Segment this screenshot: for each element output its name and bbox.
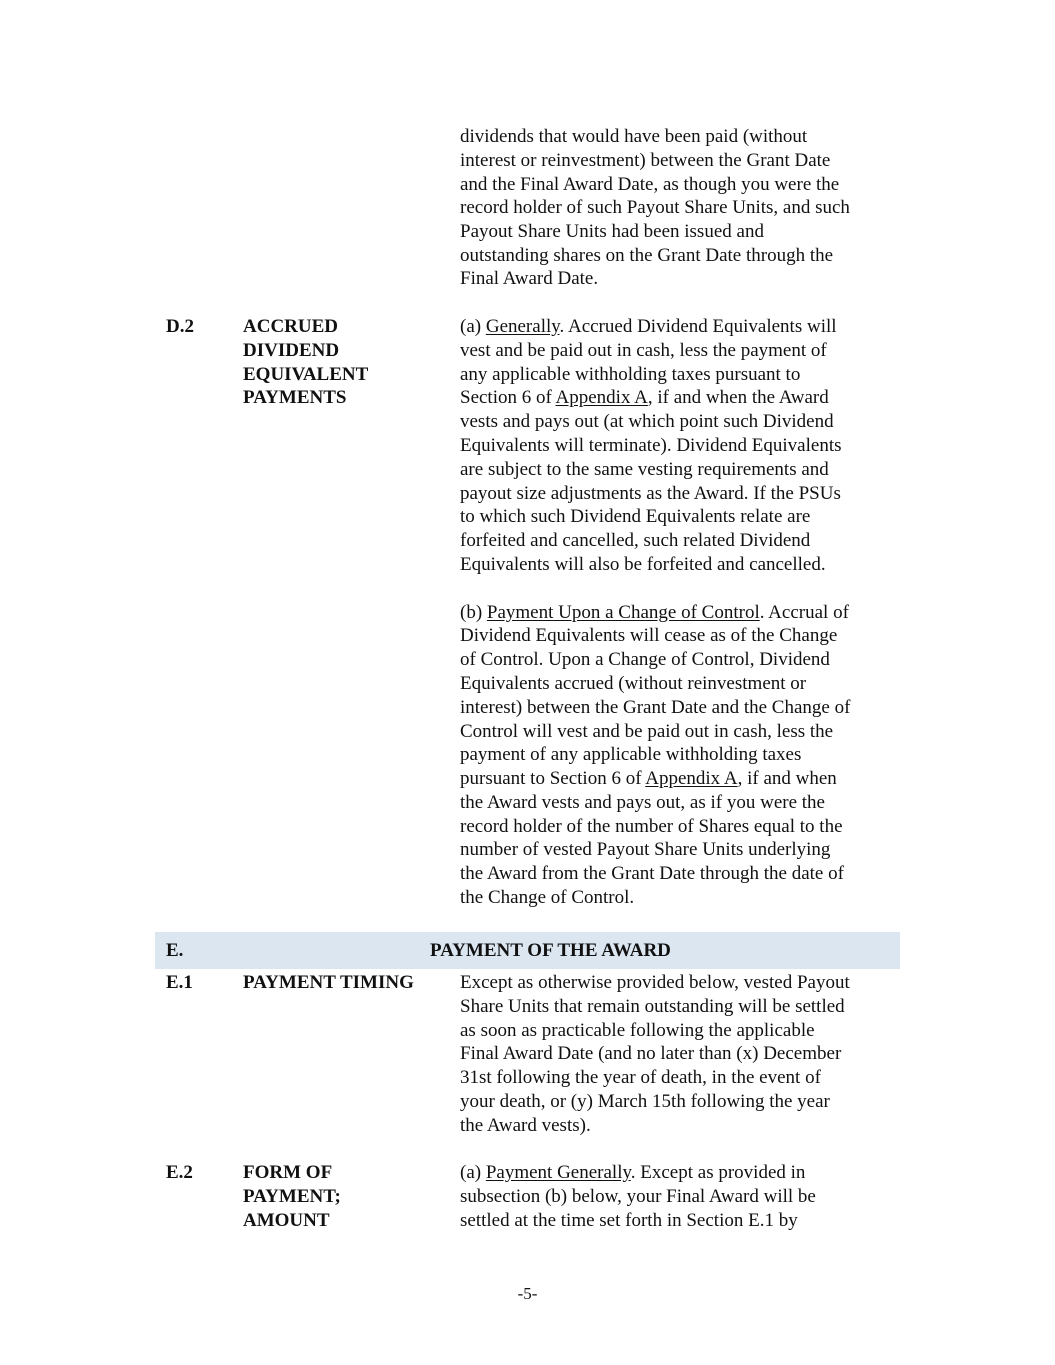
d2-para-a-line: Equivalents will terminate). Dividend Equivalents: [460, 435, 842, 456]
d2-para-a-line: to which such Dividend Equivalents relate are: [460, 506, 811, 527]
d2-para-a-line: payout size adjustments as the Award. If the PSUs: [460, 483, 841, 504]
d2-para-b-line: pursuant to Section 6 of Appendix A, if and when: [460, 768, 837, 789]
d2-para-b-line: record holder of the number of Shares equal to the: [460, 816, 843, 837]
d2-para-a-line: vest and be paid out in cash, less the payment of: [460, 340, 827, 361]
generally-subheading: Generally: [485, 316, 560, 337]
section-e2-heading: PAYMENT;: [243, 1186, 341, 1207]
section-e2-heading: AMOUNT: [243, 1210, 330, 1231]
section-e1-number: E.1: [166, 972, 193, 993]
d2-para-b-line: Control will vest and be paid out in cash, less the: [460, 721, 834, 742]
section-e2-heading: FORM OF: [243, 1162, 333, 1183]
e1-line: Share Units that remain outstanding will be settled: [460, 996, 845, 1017]
change-of-control-subheading: Payment Upon a Change of Control: [486, 602, 760, 623]
d2-para-b-line: interest) between the Grant Date and the Change of: [460, 697, 851, 718]
continuation-line: outstanding shares on the Grant Date through the: [460, 245, 834, 266]
continuation-line: and the Final Award Date, as though you were the: [460, 174, 840, 195]
e1-line: Final Award Date (and no later than (x) December: [460, 1043, 842, 1064]
d2-para-b-line: number of vested Payout Share Units underlying: [460, 839, 831, 860]
e1-line: the Award vests).: [460, 1115, 591, 1136]
d2-para-a-first-line: (a) Generally. Accrued Dividend Equivalents will: [460, 316, 837, 337]
e1-line: your death, or (y) March 15th following the year: [460, 1091, 830, 1112]
d2-para-b-first-line: (b) Payment Upon a Change of Control. Accrual of: [460, 602, 849, 623]
appendix-a-reference: Appendix A: [555, 387, 648, 408]
d2-para-a-line: forfeited and cancelled, such related Dividend: [460, 530, 811, 551]
e1-line: 31st following the year of death, in the event of: [460, 1067, 821, 1088]
section-e-number: E.: [166, 940, 184, 961]
section-e-header: [155, 932, 900, 969]
section-d2-number: D.2: [166, 316, 194, 337]
e2-line: subsection (b) below, your Final Award will be: [460, 1186, 816, 1207]
d2-para-b-line: Dividend Equivalents will cease as of the Change: [460, 625, 838, 646]
continuation-line: Payout Share Units had been issued and: [460, 221, 764, 242]
continuation-line: Final Award Date.: [460, 268, 599, 289]
e1-line: as soon as practicable following the applicable: [460, 1020, 815, 1041]
d2-para-b-line: the Award vests and pays out, as if you were the: [460, 792, 825, 813]
d2-para-b-line: payment of any applicable withholding taxes: [460, 744, 802, 765]
d2-para-a-line: Section 6 of Appendix A, if and when the Award: [460, 387, 829, 408]
d2-para-a-line: vests and pays out (at which point such Dividend: [460, 411, 834, 432]
continuation-line: interest or reinvestment) between the Grant Date: [460, 150, 831, 171]
section-d2-heading: PAYMENTS: [243, 387, 347, 408]
d2-para-b-line: the Award from the Grant Date through the date of: [460, 863, 844, 884]
appendix-a-reference: Appendix A: [645, 768, 738, 789]
e1-line: Except as otherwise provided below, vested Payout: [460, 972, 850, 993]
section-e2-number: E.2: [166, 1162, 193, 1183]
continuation-line: dividends that would have been paid (without: [460, 126, 808, 147]
continuation-line: record holder of such Payout Share Units, and such: [460, 197, 850, 218]
d2-para-a-line: any applicable withholding taxes pursuant to: [460, 364, 801, 385]
payment-generally-subheading: Payment Generally: [485, 1162, 631, 1183]
section-e-title: PAYMENT OF THE AWARD: [430, 940, 671, 961]
section-e1-heading: PAYMENT TIMING: [243, 972, 414, 993]
e2-line: settled at the time set forth in Section E.1 by: [460, 1210, 798, 1231]
section-d2-heading: EQUIVALENT: [243, 364, 369, 385]
d2-para-a-line: Equivalents will also be forfeited and cancelled.: [460, 554, 826, 575]
section-d2-heading: DIVIDEND: [243, 340, 340, 361]
d2-para-b-line: of Control. Upon a Change of Control, Dividend: [460, 649, 830, 670]
d2-para-a-line: are subject to the same vesting requirements and: [460, 459, 829, 480]
d2-para-b-line: Equivalents accrued (without reinvestment or: [460, 673, 807, 694]
page-number: -5-: [517, 1284, 538, 1303]
e2-first-line: (a) Payment Generally. Except as provided in: [460, 1162, 806, 1183]
d2-para-b-line: the Change of Control.: [460, 887, 635, 908]
section-d2-heading: ACCRUED: [243, 316, 338, 337]
